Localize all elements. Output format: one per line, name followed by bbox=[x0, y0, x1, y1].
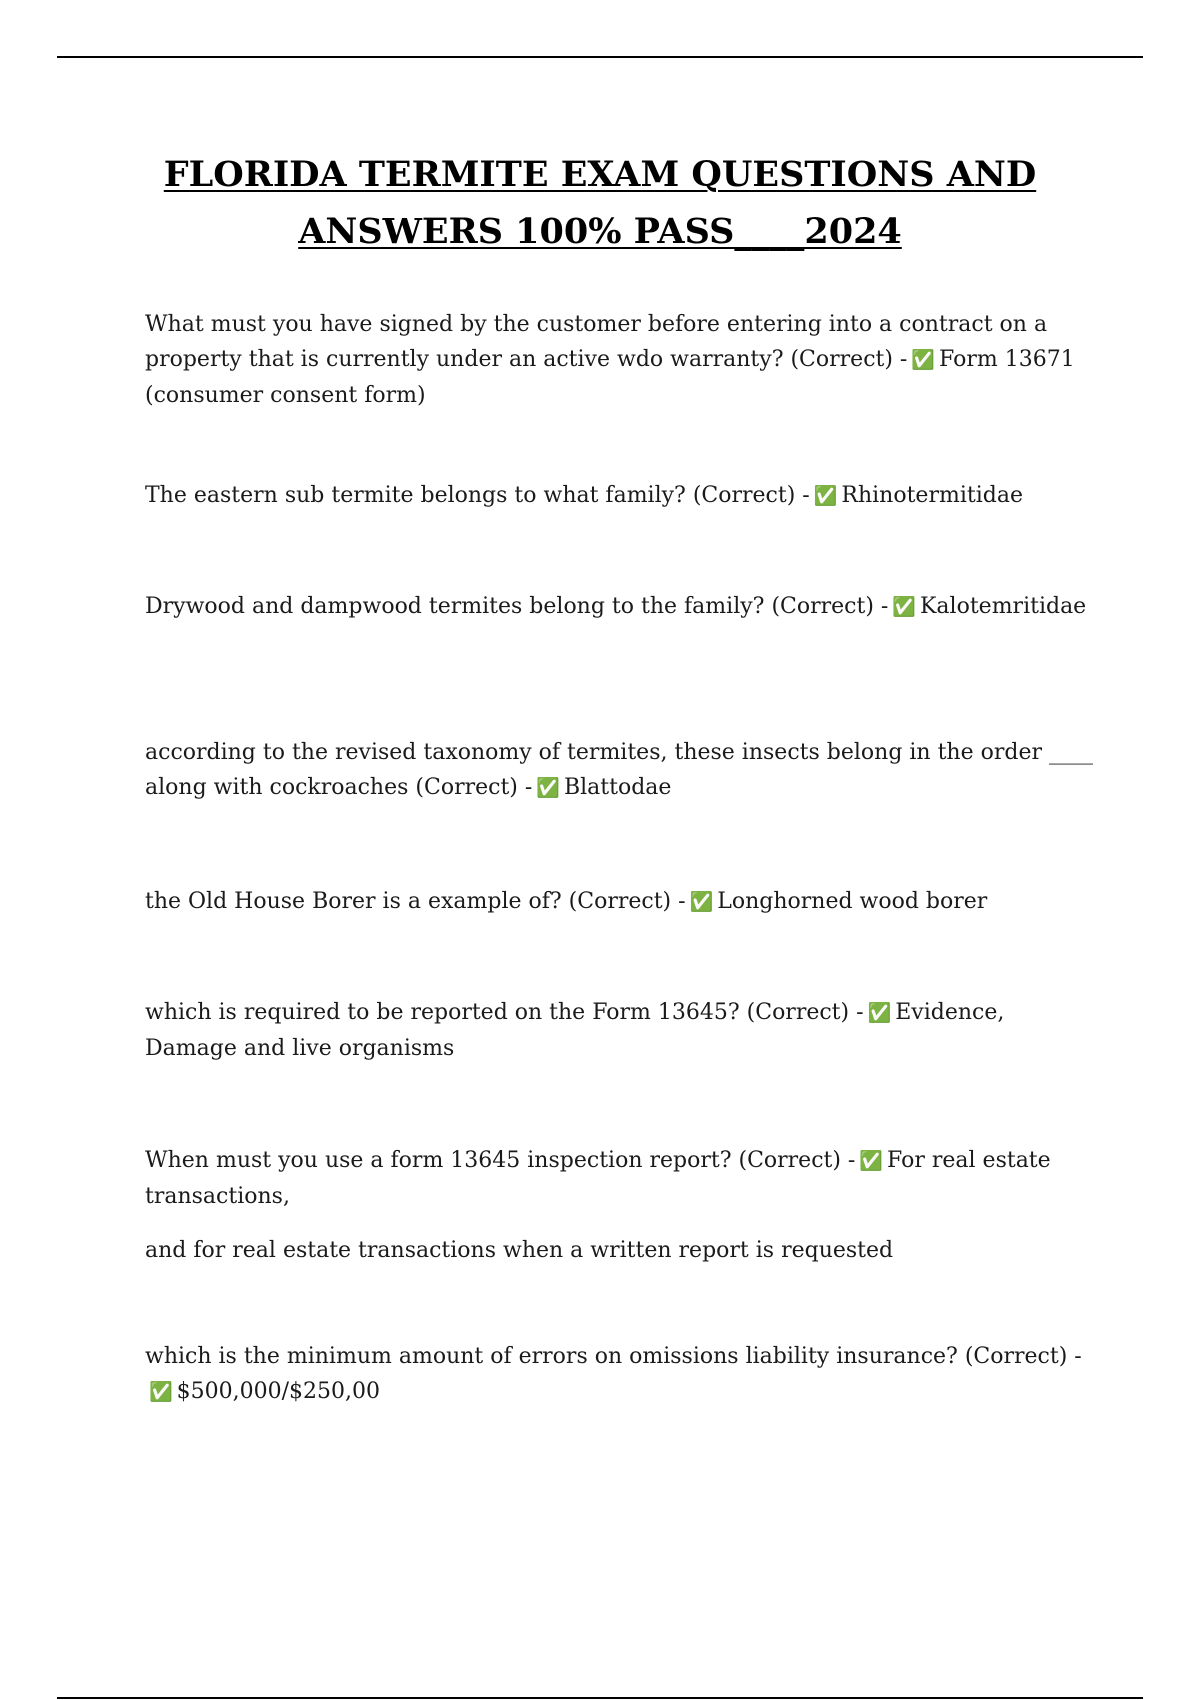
qa-item-7 bbox=[145, 1143, 1095, 1268]
answer-text: For real estate transactions, bbox=[145, 1148, 1051, 1209]
qa-item-3 bbox=[145, 589, 1095, 625]
qa-item-5 bbox=[145, 884, 1095, 920]
check-mark-icon: ✅ bbox=[689, 891, 714, 913]
answer-text: Form 13671 (consumer consent form) bbox=[145, 347, 1075, 408]
check-mark-icon: ✅ bbox=[892, 596, 916, 618]
title-line-1: FLORIDA TERMITE EXAM QUESTIONS AND bbox=[163, 154, 1037, 195]
answer-text: Kalotemritidae bbox=[920, 594, 1087, 619]
qa-item-2 bbox=[145, 478, 1095, 514]
answer-text: Evidence, Damage and live organisms bbox=[145, 1000, 1005, 1061]
qa-item-8 bbox=[145, 1339, 1095, 1410]
answer-text: Rhinotermitidae bbox=[841, 483, 1023, 508]
question-text: Drywood and dampwood termites belong to the family? (Correct) - bbox=[145, 594, 889, 619]
question-text: the Old House Borer is a example of? (Correct) - bbox=[145, 889, 686, 914]
question-text: which is the minimum amount of errors on omissions liability insurance? (Correct) - bbox=[145, 1344, 1082, 1369]
answer-text: Longhorned wood borer bbox=[717, 889, 988, 914]
question-text: When must you use a form 13645 inspection report? (Correct) - bbox=[145, 1148, 856, 1173]
question-text: which is required to be reported on the Form 13645? (Correct) - bbox=[145, 1000, 864, 1025]
check-mark-icon: ✅ bbox=[859, 1150, 884, 1172]
bottom-rule bbox=[57, 1697, 1143, 1699]
top-rule bbox=[57, 56, 1143, 58]
check-mark-icon: ✅ bbox=[911, 349, 936, 371]
answer-continued: and for real estate transactions when a written report is requested bbox=[145, 1238, 894, 1263]
document-title bbox=[100, 146, 1100, 260]
qa-item-1 bbox=[145, 307, 1095, 413]
check-mark-icon: ✅ bbox=[813, 485, 838, 507]
question-text: The eastern sub termite belongs to what family? (Correct) - bbox=[145, 483, 810, 508]
check-mark-icon: ✅ bbox=[149, 1381, 173, 1403]
qa-item-4 bbox=[145, 735, 1095, 806]
title-line-2: ANSWERS 100% PASS____2024 bbox=[298, 211, 902, 252]
question-text: according to the revised taxonomy of termites, these insects belong in the order ____ along with cockroaches (Correct) - bbox=[145, 740, 1093, 800]
question-text: What must you have signed by the customer before entering into a contract on a property that is currently under an active wdo warranty? (Correct) - bbox=[145, 312, 1048, 372]
check-mark-icon: ✅ bbox=[536, 777, 560, 799]
answer-text: Blattodae bbox=[563, 775, 672, 800]
answer-text: $500,000/$250,00 bbox=[176, 1379, 381, 1404]
check-mark-icon: ✅ bbox=[867, 1002, 892, 1024]
qa-item-6 bbox=[145, 995, 1095, 1066]
